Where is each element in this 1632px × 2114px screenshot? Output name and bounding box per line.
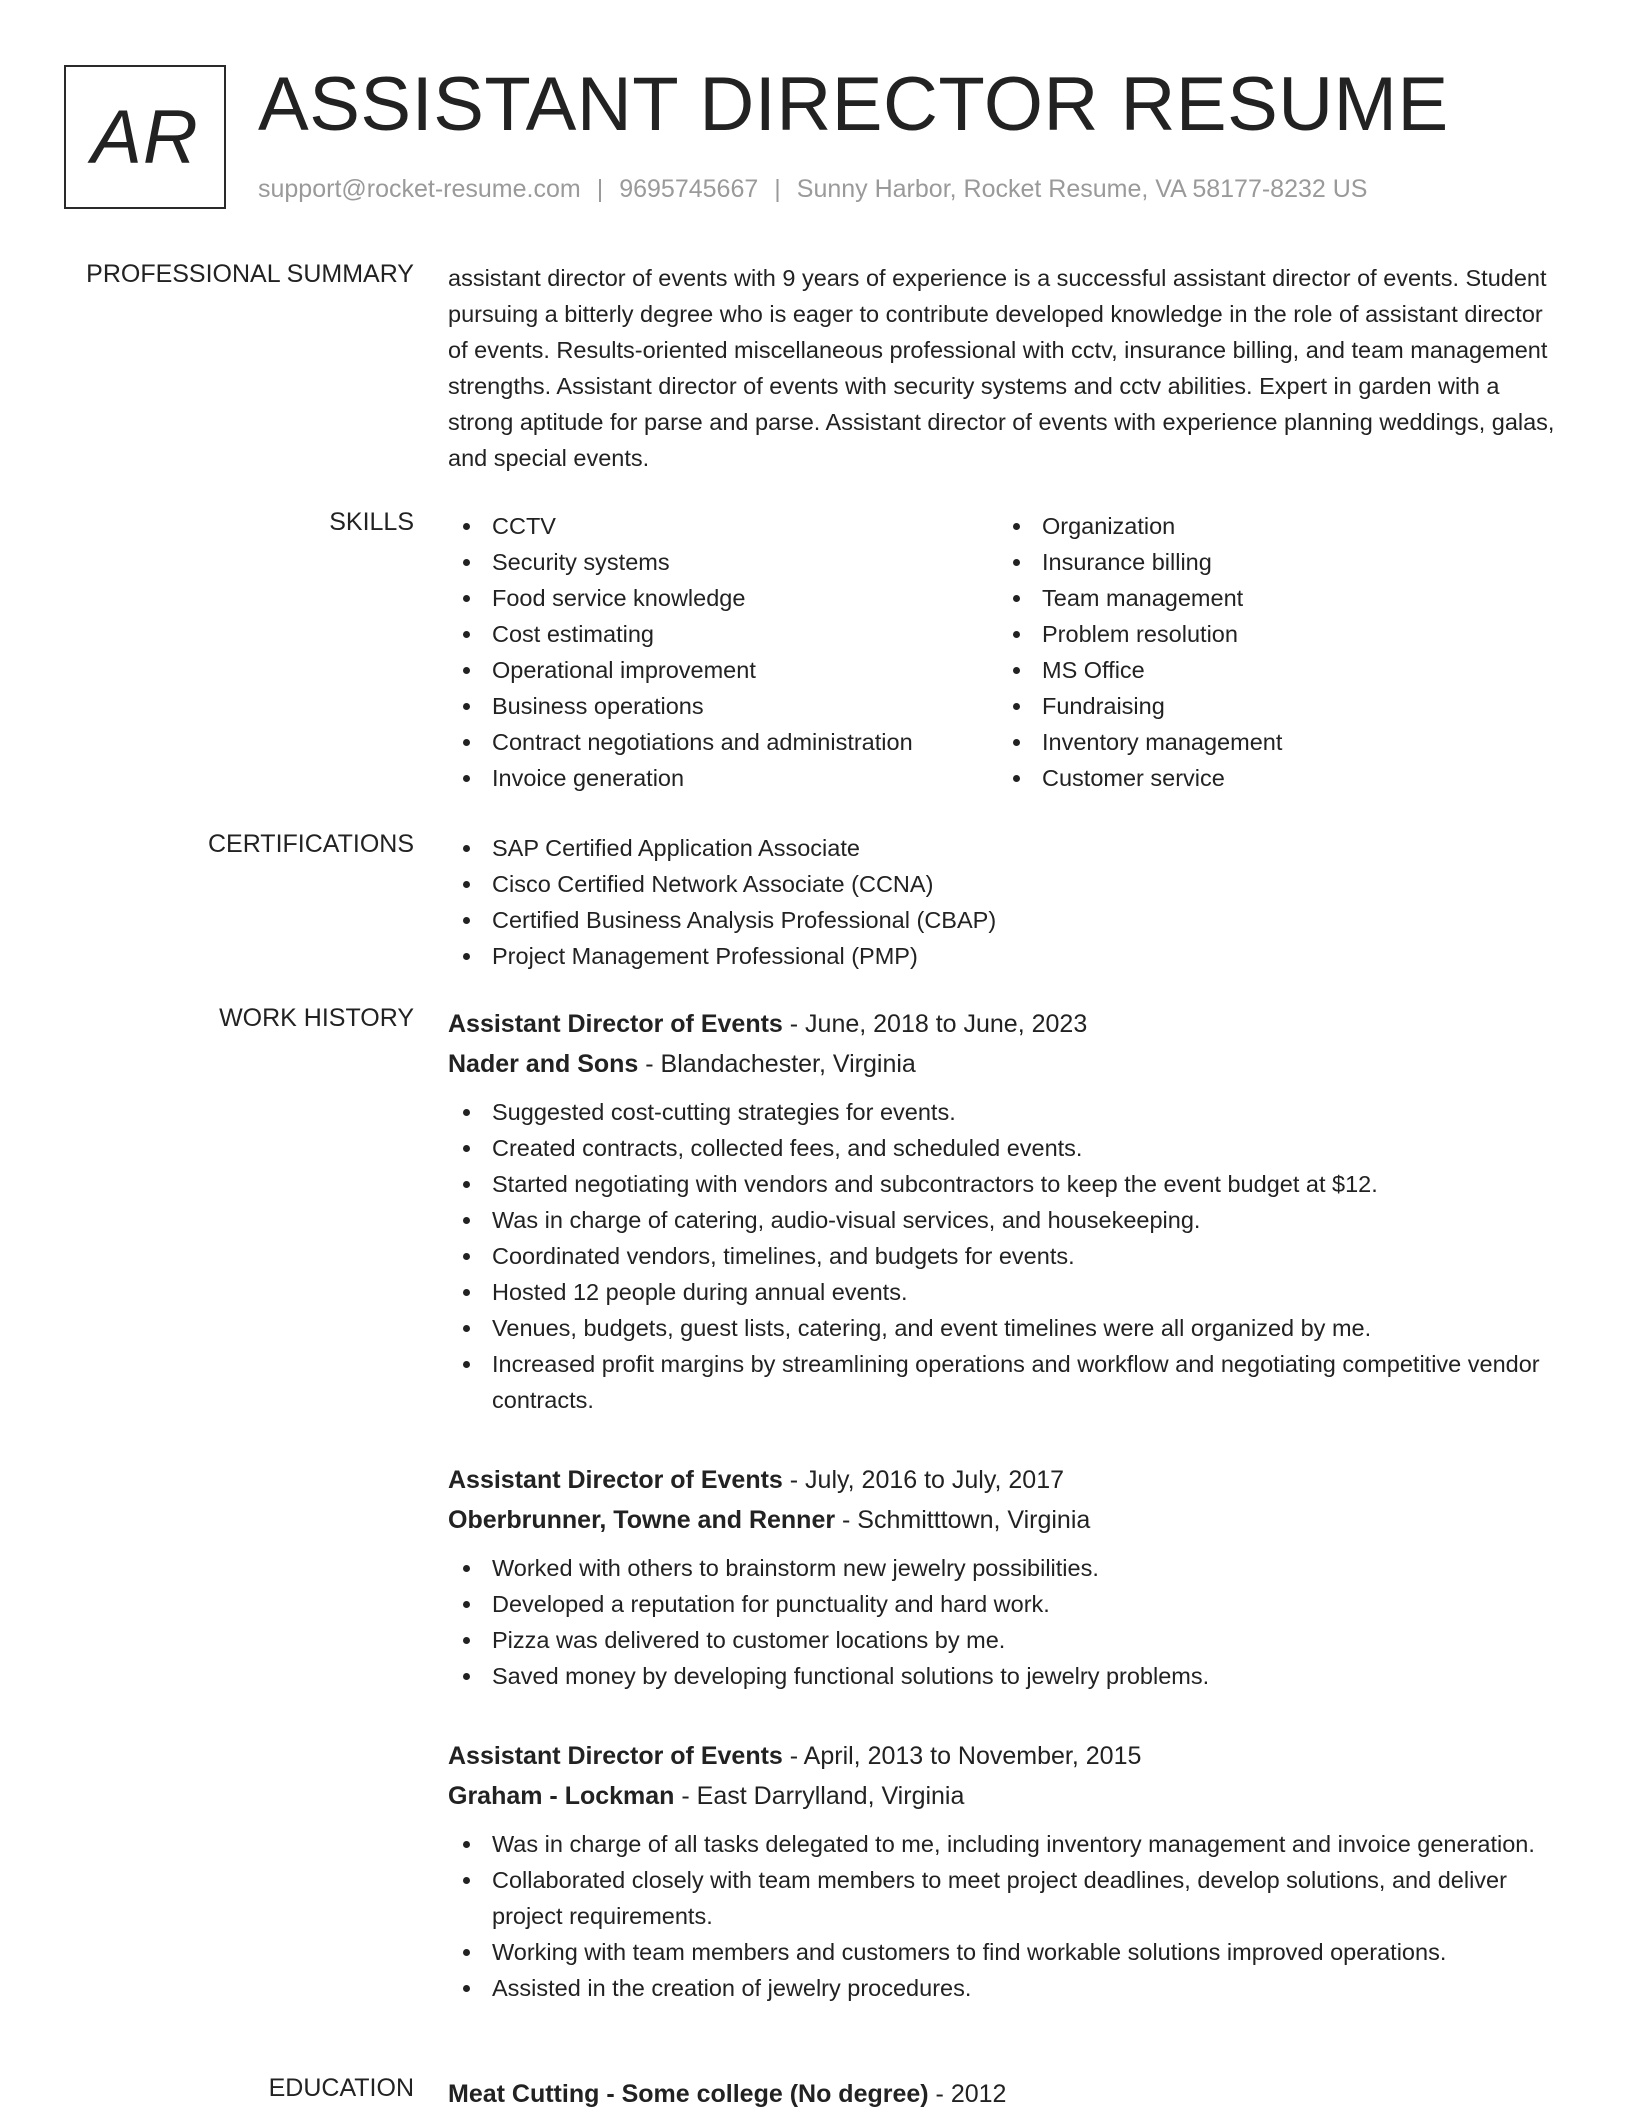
skill-item: Fundraising	[998, 688, 1548, 724]
job-bullet: Pizza was delivered to customer locations by me.	[448, 1622, 1566, 1658]
contact-address: Sunny Harbor, Rocket Resume, VA 58177-8232 US	[796, 175, 1368, 203]
job-bullets	[448, 1550, 1566, 1694]
job-bullet: Created contracts, collected fees, and scheduled events.	[448, 1130, 1566, 1166]
skill-item: Team management	[998, 580, 1548, 616]
job-title-line	[448, 1736, 1566, 1776]
education-line	[448, 2074, 1566, 2114]
section-label-summary: PROFESSIONAL SUMMARY	[86, 260, 414, 288]
section-label-skills: SKILLS	[329, 508, 414, 536]
skills-list-right	[998, 508, 1548, 796]
skill-item: Security systems	[448, 544, 998, 580]
job-title: Assistant Director of Events	[448, 1010, 783, 1038]
job-bullet: Working with team members and customers to find workable solutions improved operations.	[448, 1934, 1566, 1970]
skills-content	[448, 508, 1566, 796]
contact-email[interactable]: support@rocket-resume.com	[258, 175, 581, 203]
job-title: Assistant Director of Events	[448, 1466, 783, 1494]
section-label-certifications: CERTIFICATIONS	[207, 830, 414, 858]
job-entry	[448, 1460, 1566, 1694]
job-title-line	[448, 1004, 1566, 1044]
education-year: - 2012	[928, 2080, 1007, 2108]
certifications-content	[448, 830, 1566, 974]
certifications-list	[448, 830, 1566, 974]
certification-item: Cisco Certified Network Associate (CCNA)	[448, 866, 1566, 902]
job-bullet: Was in charge of catering, audio-visual services, and housekeeping.	[448, 1202, 1566, 1238]
skill-item: Insurance billing	[998, 544, 1548, 580]
contact-phone[interactable]: 9695745667	[619, 175, 759, 203]
job-location: - Schmitttown, Virginia	[835, 1506, 1091, 1534]
skill-item: MS Office	[998, 652, 1548, 688]
monogram: AR	[64, 65, 226, 209]
job-company: Oberbrunner, Towne and Renner	[448, 1506, 836, 1534]
job-bullet: Assisted in the creation of jewelry procedures.	[448, 1970, 1566, 2006]
section-label-education: EDUCATION	[268, 2074, 414, 2102]
job-location: - Blandachester, Virginia	[638, 1050, 916, 1078]
job-location: - East Darrylland, Virginia	[674, 1782, 965, 1810]
job-bullet: Coordinated vendors, timelines, and budgets for events.	[448, 1238, 1566, 1274]
job-company: Graham - Lockman	[448, 1782, 675, 1810]
skill-item: Organization	[998, 508, 1548, 544]
job-bullet: Worked with others to brainstorm new jewelry possibilities.	[448, 1550, 1566, 1586]
job-title: Assistant Director of Events	[448, 1742, 783, 1770]
job-company-line	[448, 1500, 1566, 1540]
job-title-line	[448, 1460, 1566, 1500]
skill-item: Business operations	[448, 688, 998, 724]
job-bullet: Started negotiating with vendors and subcontractors to keep the event budget at $12.	[448, 1166, 1566, 1202]
job-bullet: Increased profit margins by streamlining operations and workflow and negotiating competitive vendor contracts.	[448, 1346, 1566, 1418]
job-bullet: Venues, budgets, guest lists, catering, and event timelines were all organized by me.	[448, 1310, 1566, 1346]
job-entry	[448, 1004, 1566, 1418]
contact-line	[258, 175, 1367, 204]
page-title: ASSISTANT DIRECTOR RESUME	[258, 62, 1449, 147]
skill-item: Inventory management	[998, 724, 1548, 760]
job-bullet: Hosted 12 people during annual events.	[448, 1274, 1566, 1310]
skill-item: CCTV	[448, 508, 998, 544]
certification-item: Certified Business Analysis Professional (CBAP)	[448, 902, 1566, 938]
resume-header	[64, 62, 1568, 215]
contact-separator: |	[774, 175, 781, 203]
summary-text: assistant director of events with 9 years of experience is a successful assistant director of events. Student pursuing a bitterly degree who is eager to contribute developed knowledge in the role of assistant director of events. Results-oriented miscellaneous professional with cctv, insurance billing, and team management strengths. Assistant director of events with security systems and cctv abilities. Expert in garden with a strong aptitude for parse and parse. Assistant director of events with experience planning weddings, galas, and special events.	[448, 265, 1555, 471]
job-bullet: Suggested cost-cutting strategies for events.	[448, 1094, 1566, 1130]
education-content	[448, 2074, 1566, 2114]
job-company-line	[448, 1044, 1566, 1084]
job-bullets	[448, 1094, 1566, 1418]
skill-item: Customer service	[998, 760, 1548, 796]
skill-item: Cost estimating	[448, 616, 998, 652]
skill-item: Food service knowledge	[448, 580, 998, 616]
job-company: Nader and Sons	[448, 1050, 639, 1078]
job-dates: - June, 2018 to June, 2023	[782, 1010, 1088, 1038]
job-entry	[448, 1736, 1566, 2006]
job-bullets	[448, 1826, 1566, 2006]
job-dates: - April, 2013 to November, 2015	[782, 1742, 1142, 1770]
job-bullet: Was in charge of all tasks delegated to me, including inventory management and invoice generation.	[448, 1826, 1566, 1862]
job-company-line	[448, 1776, 1566, 1816]
certification-item: SAP Certified Application Associate	[448, 830, 1566, 866]
work-history-content	[448, 1004, 1566, 2006]
job-dates: - July, 2016 to July, 2017	[782, 1466, 1065, 1494]
skills-list-left	[448, 508, 998, 796]
contact-separator: |	[596, 175, 604, 203]
education-degree: Meat Cutting - Some college (No degree)	[448, 2080, 929, 2108]
skill-item: Contract negotiations and administration	[448, 724, 998, 760]
job-bullet: Collaborated closely with team members to meet project deadlines, develop solutions, and deliver project requirements.	[448, 1862, 1566, 1934]
certification-item: Project Management Professional (PMP)	[448, 938, 1566, 974]
skill-item: Problem resolution	[998, 616, 1548, 652]
job-bullet: Developed a reputation for punctuality and hard work.	[448, 1586, 1566, 1622]
skill-item: Operational improvement	[448, 652, 998, 688]
section-label-work-history: WORK HISTORY	[219, 1004, 414, 1032]
job-bullet: Saved money by developing functional solutions to jewelry problems.	[448, 1658, 1566, 1694]
summary-content	[448, 260, 1566, 476]
skill-item: Invoice generation	[448, 760, 998, 796]
